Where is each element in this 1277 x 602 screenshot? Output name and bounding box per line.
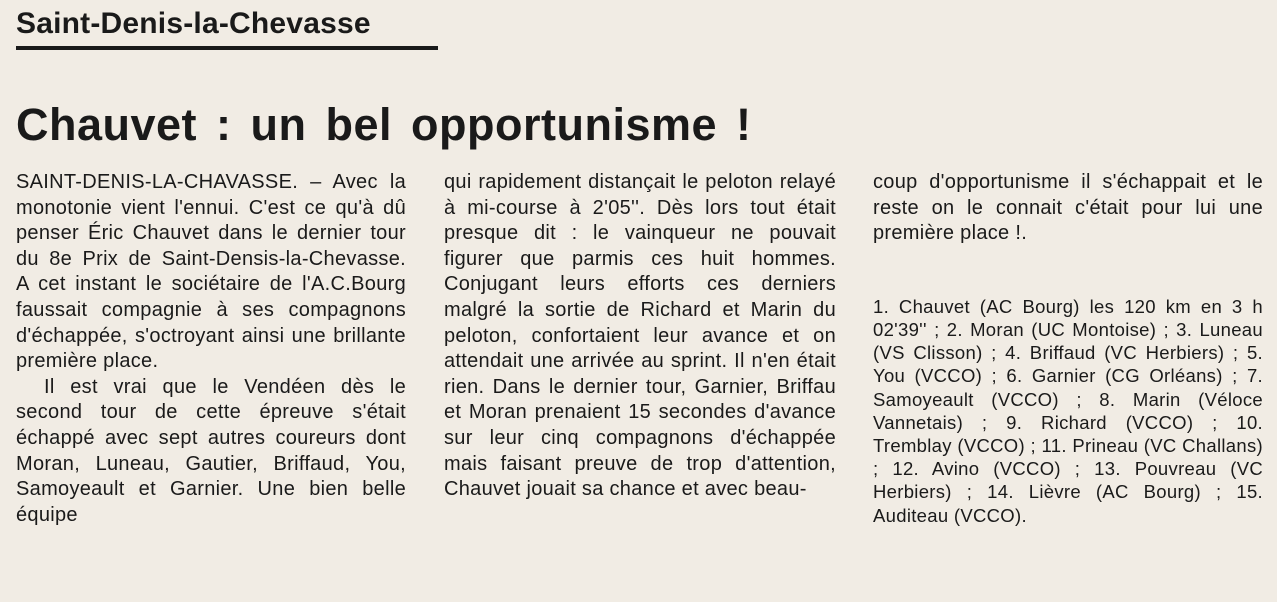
section-kicker: Saint-Denis-la-Chevasse bbox=[16, 7, 371, 40]
article-column-2 bbox=[444, 170, 836, 503]
paragraph: coup d'opportunisme il s'échappait et le reste on le connait c'était pour lui une première place !. bbox=[873, 171, 1263, 245]
article-column-3 bbox=[873, 170, 1263, 527]
article-headline: Chauvet : un bel opportunisme ! bbox=[16, 99, 752, 150]
article-column-1 bbox=[16, 170, 406, 528]
race-results: 1. Chauvet (AC Bourg) les 120 km en 3 h 02'39'' ; 2. Moran (UC Montoise) ; 3. Luneau (VS Clisson) ; 4. Briffaud (VC Herbiers) ; 5. You (VCCO) ; 6. Garnier (CG Orléans) ; 7. Samoyeault (VCCO) ; 8. Marin (Véloce Vannetais) ; 9. Richard (VCCO) ; 10. Tremblay (VCCO) ; 11. Prineau (VC Challans) ; 12. Avino (VCCO) ; 13. Pouvreau (VC Herbiers) ; 14. Lièvre (AC Bourg) ; 15. Auditeau (VCCO). bbox=[873, 295, 1263, 526]
kicker-underline bbox=[16, 46, 438, 50]
paragraph: qui rapidement distançait le peloton relayé à mi-course à 2'05''. Dès lors tout était presque dit : le vainqueur ne pouvait figurer que parmis ces huit hommes. Conjugant leurs efforts ces derniers malgré la sortie de Richard et Marin du peloton, confortaient leur avance et on attendait une arrivée au sprint. Il n'en était rien. Dans le dernier tour, Garnier, Briffau et Moran prenaient 15 secondes d'avance sur leur cinq compagnons d'échappée mais faisant preuve de trop d'attention, Chauvet jouait sa chance et avec beau- bbox=[444, 171, 836, 501]
paragraph: Il est vrai que le Vendéen dès le second tour de cette épreuve s'était échappé avec sept autres coureurs dont Moran, Luneau, Gautier, Briffaud, You, Samoyeault et Garnier. Une bien belle équipe bbox=[16, 375, 406, 526]
paragraph: SAINT-DENIS-LA-CHAVASSE. – Avec la monotonie vient l'ennui. C'est ce qu'à dû penser Éric Chauvet dans le dernier tour du 8e Prix de Saint-Densis-la-Chevasse. A cet instant le sociétaire de l'A.C.Bourg faussait compagnie à ses compagnons d'échappée, s'octroyant ainsi une brillante première place. bbox=[16, 171, 406, 373]
